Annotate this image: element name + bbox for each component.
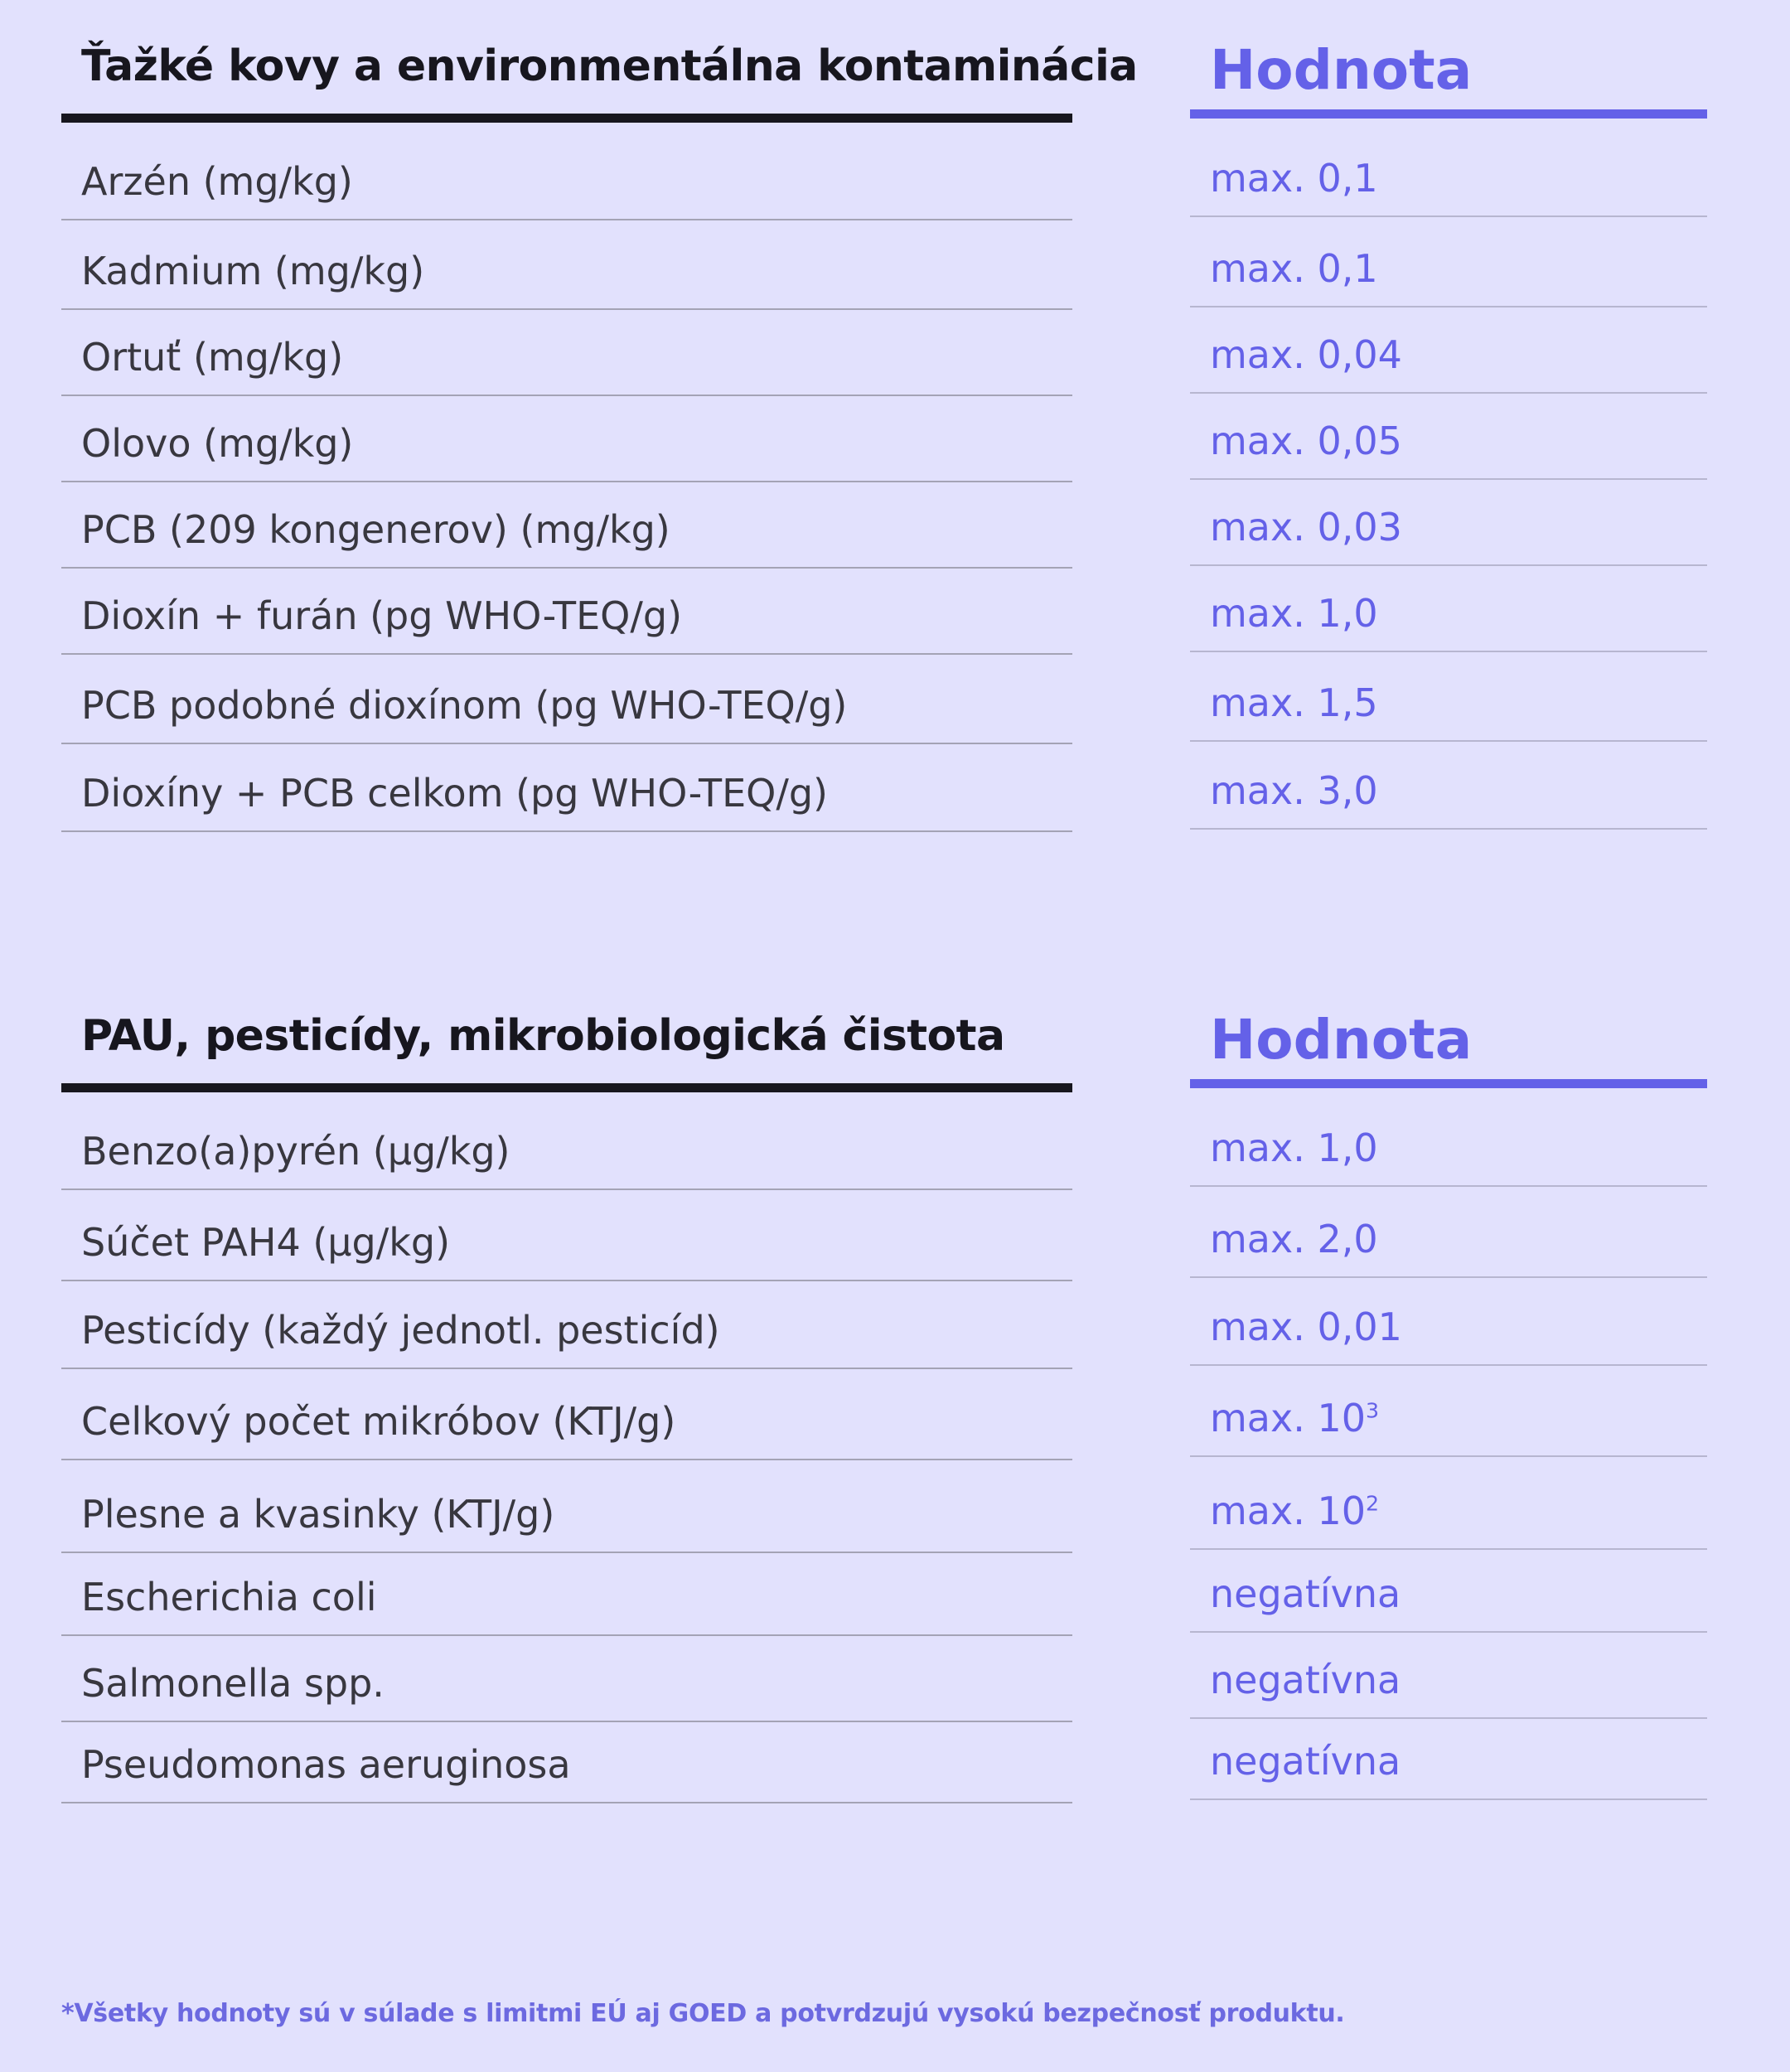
- value-text: max. 10: [1210, 1396, 1366, 1441]
- section-header: [61, 970, 1072, 1092]
- table-row: [61, 482, 1072, 569]
- row-value: max. 1,0: [1210, 1126, 1378, 1171]
- table-row: [61, 655, 1072, 744]
- row-value: max. 3,0: [1210, 768, 1378, 814]
- table-row: [1190, 394, 1707, 480]
- labels-column: [61, 970, 1072, 1803]
- row-value: max. 1,5: [1210, 680, 1378, 726]
- table-row: [61, 310, 1072, 396]
- value-header-label: Hodnota: [1210, 38, 1473, 102]
- table-row: [61, 1553, 1072, 1636]
- row-label: PCB podobné dioxínom (pg WHO-TEQ/g): [81, 683, 848, 729]
- row-label: Dioxíny + PCB celkom (pg WHO-TEQ/g): [81, 771, 828, 816]
- row-label: Ortuť (mg/kg): [81, 335, 344, 380]
- section-title: Ťažké kovy a environmentálna kontaminácia: [81, 41, 1138, 91]
- row-label: Arzén (mg/kg): [81, 159, 353, 205]
- table-row: [61, 744, 1072, 832]
- row-label: Benzo(a)pyrén (µg/kg): [81, 1129, 510, 1174]
- row-value: negatívna: [1210, 1571, 1401, 1617]
- value-text: max. 10: [1210, 1489, 1366, 1534]
- row-label: Plesne a kvasinky (KTJ/g): [81, 1492, 555, 1537]
- table-row: [1190, 1366, 1707, 1457]
- table-row: [1190, 1187, 1707, 1278]
- table-row: [61, 123, 1072, 220]
- table-row: [61, 1190, 1072, 1281]
- row-label: Kadmium (mg/kg): [81, 249, 425, 294]
- row-value: max. 2,0: [1210, 1217, 1378, 1262]
- section-title: PAU, pesticídy, mikrobiologická čistota: [81, 1011, 1005, 1061]
- value-exponent: 3: [1366, 1398, 1380, 1423]
- row-label: Dioxín + furán (pg WHO-TEQ/g): [81, 593, 683, 639]
- row-label: Celkový počet mikróbov (KTJ/g): [81, 1399, 676, 1445]
- row-value: max. 0,1: [1210, 156, 1378, 201]
- footnote: *Všetky hodnoty sú v súlade s limitmi EÚ aj GOED a potvrdzujú vysokú bezpečnosť produktu.: [61, 1999, 1345, 2028]
- table-row: [1190, 119, 1707, 217]
- table-row: [61, 1092, 1072, 1190]
- table-row: [61, 220, 1072, 310]
- table-row: [1190, 480, 1707, 566]
- value-exponent: 2: [1366, 1491, 1380, 1516]
- row-value: negatívna: [1210, 1658, 1401, 1703]
- row-label: Pseudomonas aeruginosa: [81, 1742, 571, 1788]
- row-value: [1210, 1397, 1379, 1440]
- row-value: negatívna: [1210, 1739, 1401, 1784]
- table-row: [1190, 1457, 1707, 1550]
- table-row: [1190, 652, 1707, 742]
- table-row: [1190, 1550, 1707, 1633]
- table-row: [61, 1369, 1072, 1460]
- row-value: [1210, 1489, 1379, 1533]
- table-row: [1190, 307, 1707, 394]
- table-row: [61, 396, 1072, 482]
- table-row: [61, 1460, 1072, 1553]
- table-row: [61, 1722, 1072, 1803]
- table-row: [1190, 742, 1707, 830]
- table-row: [61, 1636, 1072, 1722]
- row-value: max. 0,03: [1210, 505, 1402, 550]
- value-header-label: Hodnota: [1210, 1008, 1473, 1072]
- row-value: max. 0,1: [1210, 246, 1378, 292]
- table-row: [1190, 1088, 1707, 1187]
- row-value: max. 1,0: [1210, 591, 1378, 637]
- row-value: max. 0,05: [1210, 419, 1402, 464]
- values-column: [1190, 0, 1707, 830]
- row-label: Pesticídy (každý jednotl. pesticíd): [81, 1308, 720, 1353]
- table-row: [61, 1281, 1072, 1369]
- labels-column: [61, 0, 1138, 832]
- value-header: [1190, 0, 1707, 119]
- value-header: [1190, 970, 1707, 1088]
- table-row: [1190, 1633, 1707, 1719]
- row-value: max. 0,01: [1210, 1305, 1402, 1350]
- table-row: [1190, 1278, 1707, 1366]
- row-label: PCB (209 kongenerov) (mg/kg): [81, 507, 670, 553]
- table-row: [61, 569, 1072, 655]
- row-label: Olovo (mg/kg): [81, 421, 354, 467]
- row-label: Salmonella spp.: [81, 1661, 385, 1706]
- table-row: [1190, 1719, 1707, 1800]
- row-value: max. 0,04: [1210, 332, 1402, 378]
- table-row: [1190, 566, 1707, 652]
- row-label: Escherichia coli: [81, 1575, 377, 1620]
- row-label: Súčet PAH4 (µg/kg): [81, 1220, 451, 1266]
- table-row: [1190, 217, 1707, 307]
- section-header: [61, 0, 1138, 123]
- values-column: [1190, 970, 1707, 1800]
